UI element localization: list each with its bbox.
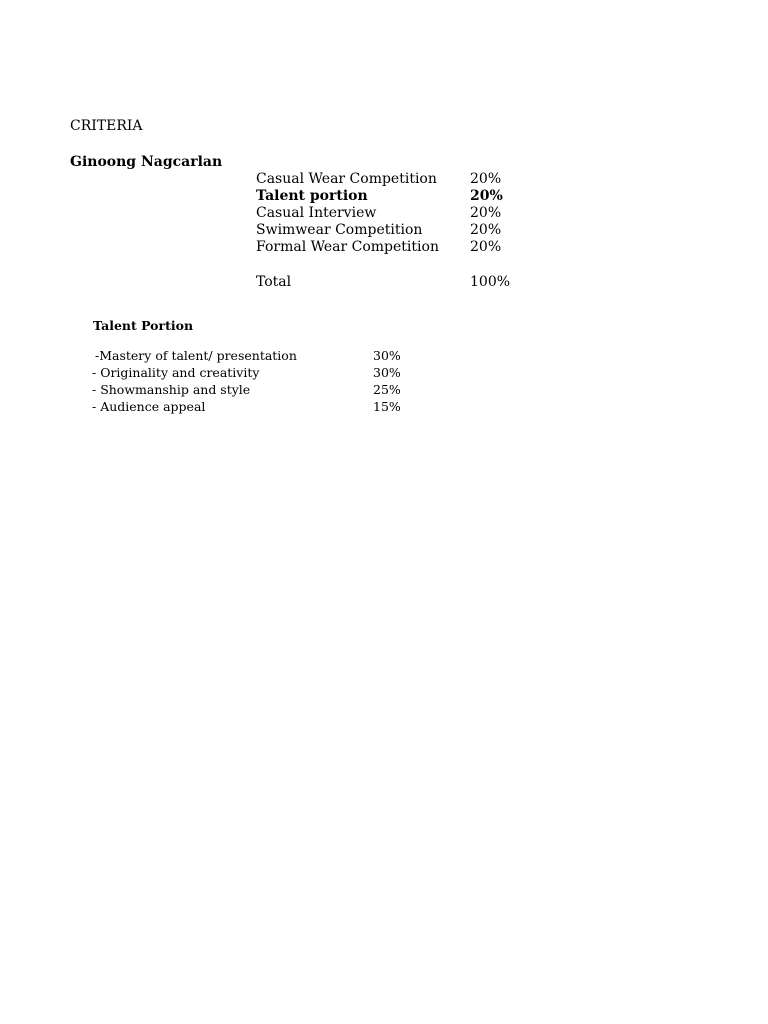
criteria-label: Casual Interview — [256, 205, 377, 221]
total-label: Total — [256, 274, 292, 290]
category-title: Ginoong Nagcarlan — [70, 154, 223, 170]
talent-item-label: - Audience appeal — [92, 399, 206, 414]
talent-item-label: - Showmanship and style — [92, 382, 251, 397]
criteria-label: Swimwear Competition — [256, 222, 423, 238]
criteria-percent: 20% — [470, 239, 502, 255]
talent-item-percent: 30% — [373, 365, 401, 380]
talent-item-label: -Mastery of talent/ presentation — [95, 348, 297, 363]
criteria-percent: 20% — [470, 188, 503, 204]
total-percent: 100% — [470, 274, 511, 290]
talent-item-percent: 25% — [373, 382, 401, 397]
document-heading: CRITERIA — [70, 118, 143, 134]
talent-item-percent: 30% — [373, 348, 401, 363]
talent-section-title: Talent Portion — [93, 318, 194, 333]
talent-item-percent: 15% — [373, 399, 401, 414]
criteria-percent: 20% — [470, 205, 502, 221]
criteria-percent: 20% — [470, 222, 502, 238]
criteria-percent: 20% — [470, 171, 502, 187]
talent-item-label: - Originality and creativity — [92, 365, 260, 380]
criteria-label: Casual Wear Competition — [256, 171, 437, 187]
criteria-label: Formal Wear Competition — [256, 239, 439, 255]
criteria-label: Talent portion — [256, 188, 368, 204]
